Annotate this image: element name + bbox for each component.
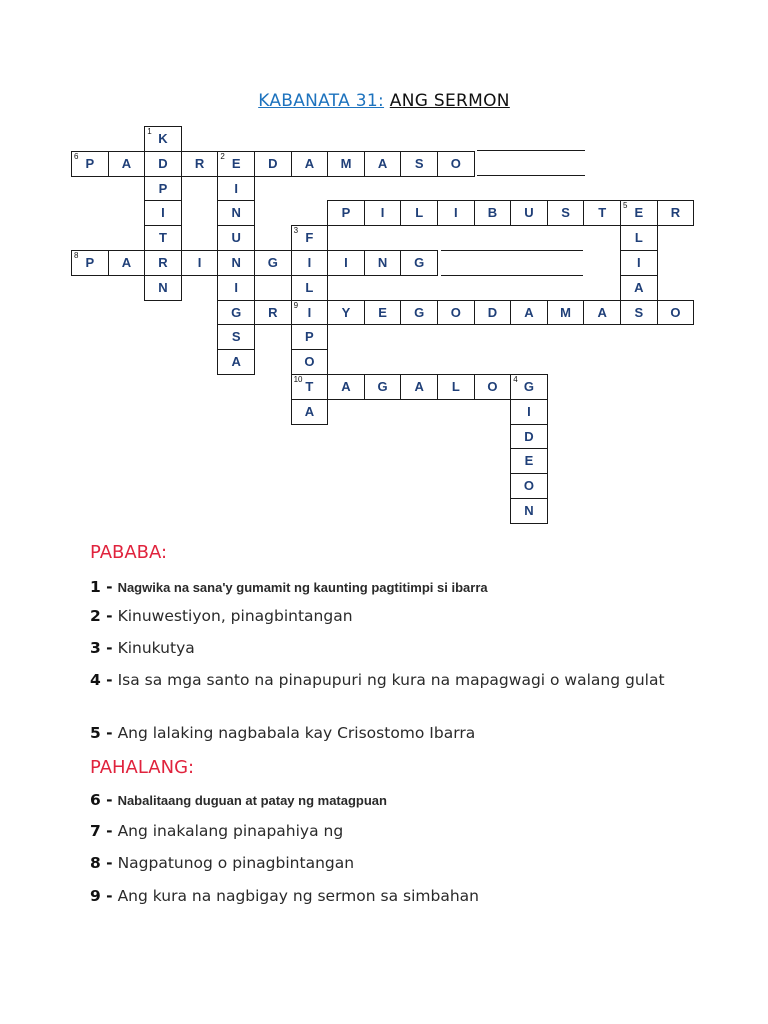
crossword-cell xyxy=(437,151,475,177)
crossword-cell xyxy=(547,200,585,226)
down-heading: PABABA: xyxy=(90,542,168,563)
cell-letter: N xyxy=(231,205,241,221)
cell-letter: G xyxy=(523,379,535,394)
crossword-cell xyxy=(144,200,182,226)
clue-number-label: 3 xyxy=(293,226,299,236)
cell-letter: P xyxy=(85,155,95,171)
crossword-cell xyxy=(364,151,402,177)
crossword-cell xyxy=(547,300,585,326)
cell-letter: B xyxy=(487,205,498,221)
cell-letter: P xyxy=(341,205,351,221)
cell-letter: E xyxy=(634,205,644,221)
cell-letter: A xyxy=(524,304,534,320)
clue-text: Kinuwestiyon, pinagbintangan xyxy=(117,607,353,625)
across-heading: PAHALANG: xyxy=(90,757,195,778)
cell-letter: P xyxy=(158,180,168,196)
cell-letter: G xyxy=(267,255,278,270)
cell-letter: A xyxy=(231,354,241,370)
cell-letter: N xyxy=(524,503,534,518)
cell-letter: I xyxy=(380,205,385,221)
crossword-cell xyxy=(620,225,658,251)
crossword-cell xyxy=(217,250,255,276)
cell-letter: U xyxy=(524,205,534,221)
cell-letter: A xyxy=(634,279,644,295)
clue-number-label: 6 xyxy=(74,151,79,161)
crossword-cell xyxy=(327,374,365,400)
cell-letter: I xyxy=(527,403,531,419)
crossword-cell xyxy=(437,300,475,326)
cell-letter: L xyxy=(415,205,424,221)
crossword-cell xyxy=(364,250,402,276)
crossword-cell xyxy=(620,275,658,301)
crossword-cell xyxy=(620,300,658,326)
cell-letter: A xyxy=(341,379,351,394)
crossword-cell xyxy=(510,300,548,326)
cell-letter: S xyxy=(414,155,424,171)
grid-extension-line xyxy=(477,175,585,176)
crossword-cell xyxy=(364,374,402,400)
clue-number: 7 - xyxy=(90,822,113,840)
cell-letter: N xyxy=(377,255,388,270)
crossword-cell xyxy=(364,200,402,226)
clue-text: Isa sa mga santo na pinapupuri ng kura na mapagwagi o walang gulat xyxy=(117,671,665,689)
crossword-cell xyxy=(400,151,438,177)
crossword-cell xyxy=(217,349,255,375)
crossword-cell xyxy=(291,250,329,276)
clue-number-label: 2 xyxy=(220,151,225,161)
clue-number: 4 - xyxy=(90,671,113,689)
cell-letter: O xyxy=(523,478,535,494)
crossword-cell xyxy=(474,200,512,226)
cell-letter: M xyxy=(340,155,352,171)
crossword-cell xyxy=(217,225,255,251)
cell-letter: A xyxy=(121,255,132,270)
crossword-cell xyxy=(291,349,329,375)
crossword-cell xyxy=(327,300,365,326)
cell-letter: L xyxy=(451,379,460,394)
cell-letter: E xyxy=(378,304,387,320)
crossword-cell xyxy=(364,300,402,326)
crossword-cell xyxy=(474,300,512,326)
cell-letter: I xyxy=(234,279,238,295)
cell-letter: R xyxy=(194,155,205,171)
clue-text: Ang lalaking nagbabala kay Crisostomo Ibarra xyxy=(117,724,476,742)
crossword-cell xyxy=(291,225,329,251)
cell-letter: U xyxy=(231,230,241,246)
clue-number: 9 - xyxy=(90,887,113,905)
crossword-cell xyxy=(510,399,548,425)
crossword-cell xyxy=(510,200,548,226)
cell-letter: S xyxy=(561,205,570,221)
cell-letter: A xyxy=(304,155,315,171)
clue-text: Nagwika na sana'y gumamit ng kaunting pagtitimpi si ibarra xyxy=(117,580,488,595)
cell-letter: P xyxy=(305,329,314,345)
cell-letter: G xyxy=(414,304,425,320)
cell-letter: S xyxy=(231,329,241,345)
cell-letter: D xyxy=(487,304,498,320)
cell-letter: A xyxy=(377,155,388,171)
crossword-cell xyxy=(400,200,438,226)
cell-letter: R xyxy=(268,304,278,320)
cell-letter: O xyxy=(670,304,681,320)
crossword-cell xyxy=(217,200,255,226)
crossword-cell xyxy=(108,151,146,177)
cell-letter: O xyxy=(450,304,461,320)
clue-down-3 xyxy=(90,638,690,659)
clue-down-1 xyxy=(90,577,690,598)
crossword-cell xyxy=(400,250,438,276)
cell-letter: T xyxy=(598,205,607,221)
crossword-cell xyxy=(583,300,621,326)
crossword-cell xyxy=(510,424,548,450)
crossword-cell xyxy=(620,200,658,226)
clue-number: 3 - xyxy=(90,639,113,657)
crossword-cell xyxy=(108,250,146,276)
clue-across-8 xyxy=(90,853,690,874)
cell-letter: M xyxy=(560,304,572,320)
crossword-cell xyxy=(657,300,695,326)
clue-across-6 xyxy=(90,790,690,811)
cell-letter: A xyxy=(304,403,315,419)
crossword-cell xyxy=(254,151,292,177)
crossword-cell xyxy=(291,374,329,400)
cell-letter: S xyxy=(634,304,644,320)
crossword-cell xyxy=(217,176,255,202)
crossword-cell xyxy=(400,374,438,400)
grid-extension-line xyxy=(441,275,583,276)
crossword-cell xyxy=(144,225,182,251)
cell-letter: I xyxy=(234,180,238,196)
crossword-cell xyxy=(181,250,219,276)
cell-letter: T xyxy=(305,379,314,394)
clue-across-9 xyxy=(90,886,690,907)
cell-letter: L xyxy=(305,279,314,295)
cell-letter: I xyxy=(197,255,202,270)
cell-letter: T xyxy=(159,230,167,246)
cell-letter: I xyxy=(307,304,312,320)
crossword-cell xyxy=(181,151,219,177)
crossword-cell xyxy=(144,126,182,152)
cell-letter: I xyxy=(344,255,348,270)
crossword-cell xyxy=(327,200,365,226)
clue-down-2 xyxy=(90,606,690,627)
grid-extension-line xyxy=(477,150,585,151)
clue-across-7 xyxy=(90,821,690,842)
crossword-cell xyxy=(291,275,329,301)
clue-number: 1 - xyxy=(90,578,113,596)
crossword-cell xyxy=(217,151,255,177)
clue-number: 6 - xyxy=(90,791,113,809)
crossword-cell xyxy=(657,200,695,226)
crossword-cell xyxy=(71,250,109,276)
cell-letter: D xyxy=(158,155,168,171)
cell-letter: O xyxy=(487,379,498,394)
cell-letter: R xyxy=(158,255,168,270)
crossword-cell xyxy=(71,151,109,177)
cell-letter: A xyxy=(121,155,132,171)
cell-letter: O xyxy=(450,155,461,171)
cell-letter: P xyxy=(85,255,95,270)
clue-number-label: 9 xyxy=(293,300,299,310)
cell-letter: E xyxy=(524,453,534,469)
clue-text: Nabalitaang duguan at patay ng matagpuan xyxy=(117,793,387,808)
crossword-cell xyxy=(217,324,255,350)
chapter-label: KABANATA 31: xyxy=(258,91,385,111)
clue-number-label: 10 xyxy=(293,375,303,384)
cell-letter: D xyxy=(268,155,278,171)
crossword-cell xyxy=(510,374,548,400)
cell-letter: A xyxy=(597,304,607,320)
cell-letter: N xyxy=(231,255,241,270)
crossword-cell xyxy=(510,498,548,524)
crossword-cell xyxy=(291,324,329,350)
clue-number: 2 - xyxy=(90,607,113,625)
cell-letter: D xyxy=(524,428,534,444)
crossword-cell xyxy=(291,300,329,326)
crossword-cell xyxy=(327,151,365,177)
clue-number-label: 4 xyxy=(513,375,518,384)
cell-letter: I xyxy=(161,205,165,221)
cell-letter: I xyxy=(307,255,312,270)
crossword-cell xyxy=(291,399,329,425)
cell-letter: K xyxy=(158,131,168,146)
crossword-cell xyxy=(400,300,438,326)
clue-down-5 xyxy=(90,723,690,744)
crossword-cell xyxy=(144,275,182,301)
cell-letter: R xyxy=(670,205,681,221)
crossword-cell xyxy=(217,300,255,326)
crossword-cell xyxy=(254,300,292,326)
clue-text: Kinukutya xyxy=(117,639,195,657)
crossword-cell xyxy=(583,200,621,226)
cell-letter: A xyxy=(414,379,424,394)
crossword-cell xyxy=(291,151,329,177)
crossword-cell xyxy=(144,176,182,202)
cell-letter: I xyxy=(636,255,641,270)
cell-letter: I xyxy=(453,205,458,221)
cell-letter: N xyxy=(158,279,168,295)
cell-letter: Y xyxy=(341,304,351,320)
clue-number: 5 - xyxy=(90,724,113,742)
clue-number-label: 1 xyxy=(147,127,152,136)
clue-number-label: 5 xyxy=(623,201,628,211)
cell-letter: F xyxy=(305,230,314,246)
clue-text: Ang kura na nagbigay ng sermon sa simbahan xyxy=(117,887,479,905)
clue-text: Nagpatunog o pinagbintangan xyxy=(117,854,355,872)
cell-letter: G xyxy=(377,379,388,394)
crossword-cell xyxy=(474,374,512,400)
cell-letter: L xyxy=(634,230,643,246)
clue-number: 8 - xyxy=(90,854,113,872)
crossword-cell xyxy=(510,473,548,499)
clue-text: Ang inakalang pinapahiya ng xyxy=(117,822,344,840)
crossword-cell xyxy=(327,250,365,276)
clue-number-label: 8 xyxy=(74,251,79,260)
crossword-cell xyxy=(620,250,658,276)
crossword-cell xyxy=(510,448,548,474)
cell-letter: G xyxy=(414,255,425,270)
cell-letter: G xyxy=(231,304,242,320)
crossword-cell xyxy=(254,250,292,276)
cell-letter: O xyxy=(304,354,315,370)
clue-down-4 xyxy=(90,670,690,691)
crossword-cell xyxy=(144,250,182,276)
chapter-title: ANG SERMON xyxy=(389,91,510,111)
cell-letter: E xyxy=(231,155,241,171)
crossword-cell xyxy=(144,151,182,177)
crossword-cell xyxy=(217,275,255,301)
grid-extension-line xyxy=(441,250,583,251)
crossword-cell xyxy=(437,200,475,226)
crossword-cell xyxy=(437,374,475,400)
